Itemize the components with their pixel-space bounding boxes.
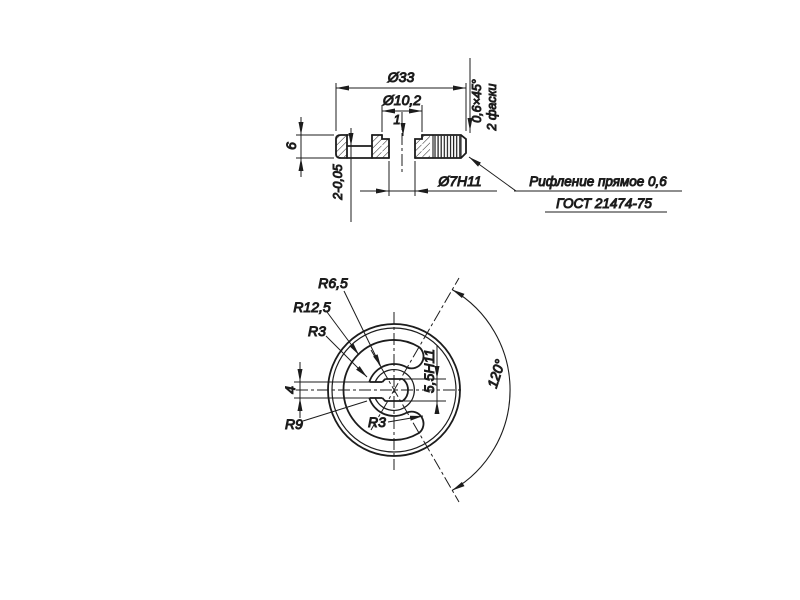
dim-slot-width-label: 4 xyxy=(282,386,298,394)
dim-outer-diameter-label: Ø33 xyxy=(387,69,415,85)
dim-center-hole-label: Ø7H11 xyxy=(438,173,482,189)
knurled-surface xyxy=(434,136,461,158)
dim-thickness xyxy=(296,117,334,177)
dim-radius-lobe-label: R3 xyxy=(368,414,386,430)
dim-depth1-label: 1 xyxy=(393,113,401,127)
dim-chamfer-label: 0,6×45° xyxy=(470,79,484,123)
dim-radius-slot-outer-label: R12,5 xyxy=(293,299,331,315)
dim-chamfer-count-label: 2 фаски xyxy=(485,83,499,131)
dim-radius-corner-upper-label: R3 xyxy=(308,323,326,339)
dim-radius-mid-label: R9 xyxy=(285,416,303,432)
knurl-note-line2: ГОСТ 21474-75 xyxy=(556,196,652,211)
dim-across-flats-label: 5,5H11 xyxy=(421,348,437,394)
dim-radius-hub-label: R6,5 xyxy=(318,275,348,291)
dim-groove-depth-label: 2-0,05 xyxy=(331,164,345,200)
front-view xyxy=(282,275,510,502)
section-view xyxy=(283,58,682,222)
dim-thickness-label: 6 xyxy=(283,142,299,150)
dim-counterbore-label: Ø10,2 xyxy=(382,92,422,108)
dim-angle-label: 120° xyxy=(483,357,509,390)
knurl-note-line1: Рифление прямое 0,6 xyxy=(529,174,667,189)
